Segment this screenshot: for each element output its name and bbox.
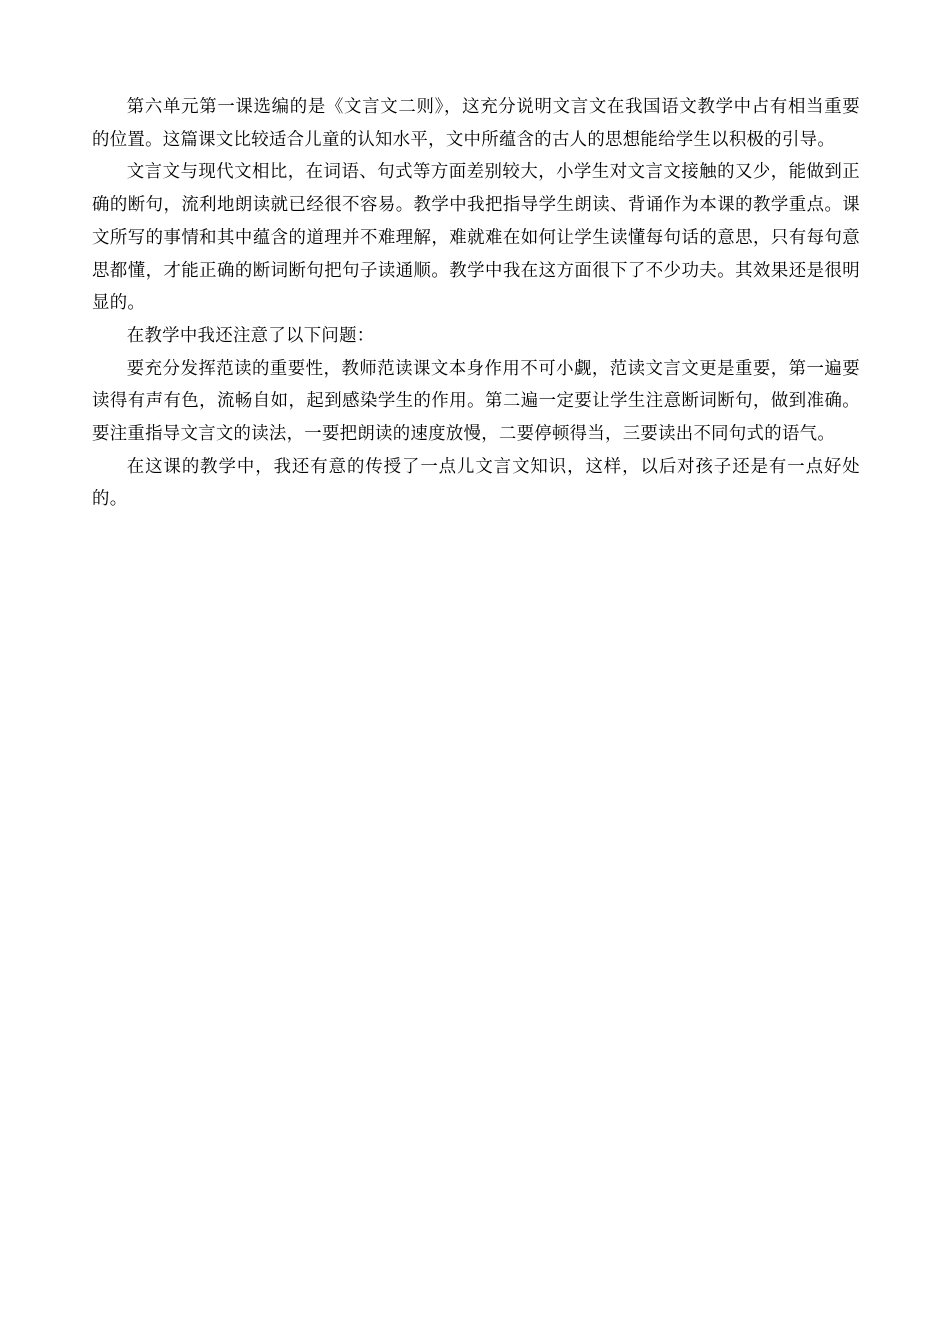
document-body [92, 91, 860, 516]
paragraph-issues-heading: 在教学中我还注意了以下问题： [126, 325, 375, 346]
paragraph-conclusion: 在这课的教学中，我还有意的传授了一点儿文言文知识，这样，以后对孩子还是有一点好处的。 [92, 456, 860, 510]
paragraph-model-reading: 要充分发挥范读的重要性，教师范读课文本身作用不可小觑，范读文言文更是重要，第一遍要读得有声有色，流畅自如，起到感染学生的作用。第二遍一定要让学生注意断词断句，做到准确。要注重指导文言文的读法，一要把朗读的速度放慢，二要停顿得当，三要读出不同句式的语气。 [92, 358, 860, 445]
paragraph-intro: 第六单元第一课选编的是《文言文二则》，这充分说明文言文在我国语文教学中占有相当重要的位置。这篇课文比较适合儿童的认知水平，文中所蕴含的古人的思想能给学生以积极的引导。 [92, 97, 860, 150]
paragraph-teaching-focus: 文言文与现代文相比，在词语、句式等方面差别较大，小学生对文言文接触的又少，能做到正确的断句，流利地朗读就已经很不容易。教学中我把指导学生朗读、背诵作为本课的教学重点。课文所写的事情和其中蕴含的道理并不难理解，难就难在如何让学生读懂每句话的意思，只有每句意思都懂，才能正确的断词断句把句子读通顺。教学中我在这方面很下了不少功夫。其效果还是很明显的。 [92, 162, 860, 314]
